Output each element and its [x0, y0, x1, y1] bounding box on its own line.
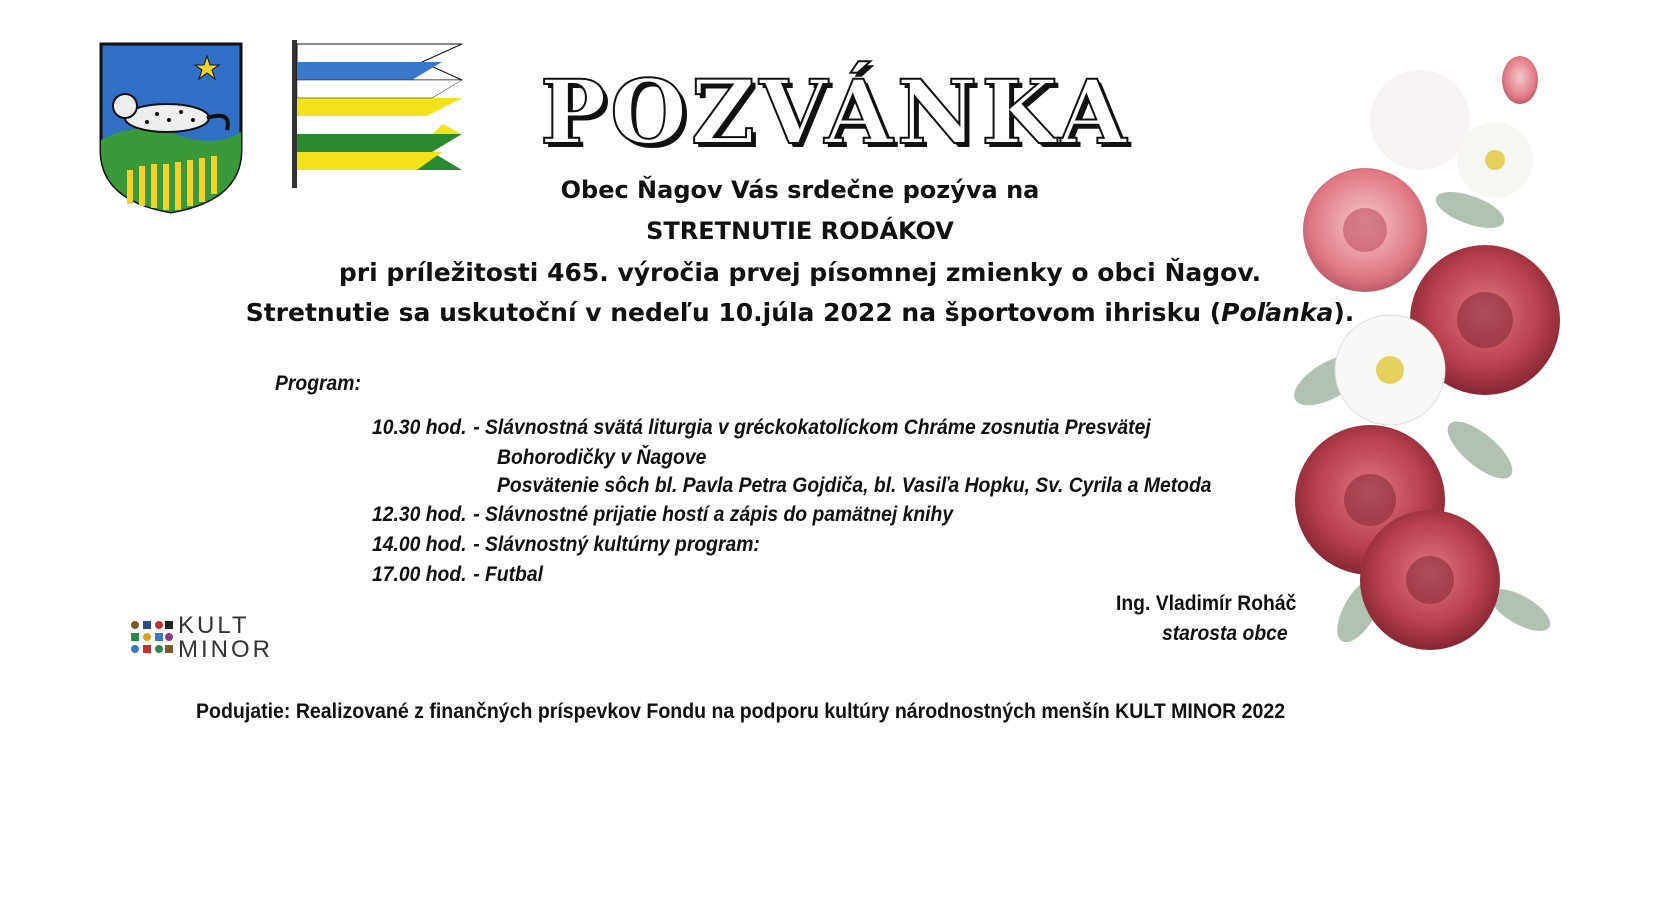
program-item: [372, 416, 1151, 440]
program-item: [497, 474, 1212, 498]
program-time: 10.30 hod.: [372, 416, 467, 439]
program-text: Posvätenie sôch bl. Pavla Petra Gojdiča, bl. Vasiľa Hopku, Sv. Cyrila a Metoda: [497, 474, 1212, 497]
intro-line-4-suffix: ).: [1333, 298, 1355, 327]
kult-minor-logo-text: [178, 614, 273, 662]
venue-name: Poľanka: [1221, 298, 1334, 327]
logo-line-2: MINOR: [178, 636, 273, 663]
roses-decoration-icon: [1270, 50, 1670, 710]
program-label: Program:: [275, 372, 361, 395]
program-text: - Slávnostný kultúrny program:: [473, 533, 760, 556]
page-title: POZVÁNKA: [540, 60, 1131, 164]
program-text: - Futbal: [473, 563, 543, 586]
village-flag-icon: [292, 40, 482, 188]
program-time: 12.30 hod.: [372, 503, 467, 526]
intro-line-1: Obec Ňagov Vás srdečne pozýva na: [560, 176, 1040, 204]
program-time: 14.00 hod.: [372, 533, 467, 556]
program-item: [372, 533, 760, 557]
logo-line-1: KULT: [178, 612, 250, 639]
kult-minor-logo-icon: [130, 620, 174, 664]
event-name: STRETNUTIE RODÁKOV: [646, 217, 954, 245]
intro-line-4: [180, 298, 1420, 327]
intro-line-4-prefix: Stretnutie sa uskutoční v nedeľu 10.júla 2022 na športovom ihrisku (: [245, 298, 1222, 327]
program-text: Bohorodičky v Ňagove: [497, 446, 707, 469]
program-item: [497, 446, 706, 470]
intro-line-3: pri príležitosti 465. výročia prvej písomnej zmienky o obci Ňagov.: [338, 258, 1262, 287]
program-text: - Slávnostná svätá liturgia v gréckokatolíckom Chráme zosnutia Presvätej: [473, 416, 1151, 439]
footer-note: Podujatie: Realizované z finančných príspevkov Fondu na podporu kultúry národnostných menšín KULT MINOR 2022: [196, 700, 1286, 723]
signature-role: starosta obce: [1162, 622, 1288, 645]
signature-name: Ing. Vladimír Roháč: [1116, 592, 1297, 615]
program-time: 17.00 hod.: [372, 563, 467, 586]
program-text: - Slávnostné prijatie hostí a zápis do pamätnej knihy: [473, 503, 954, 526]
program-item: [372, 563, 543, 587]
program-item: [372, 503, 953, 527]
